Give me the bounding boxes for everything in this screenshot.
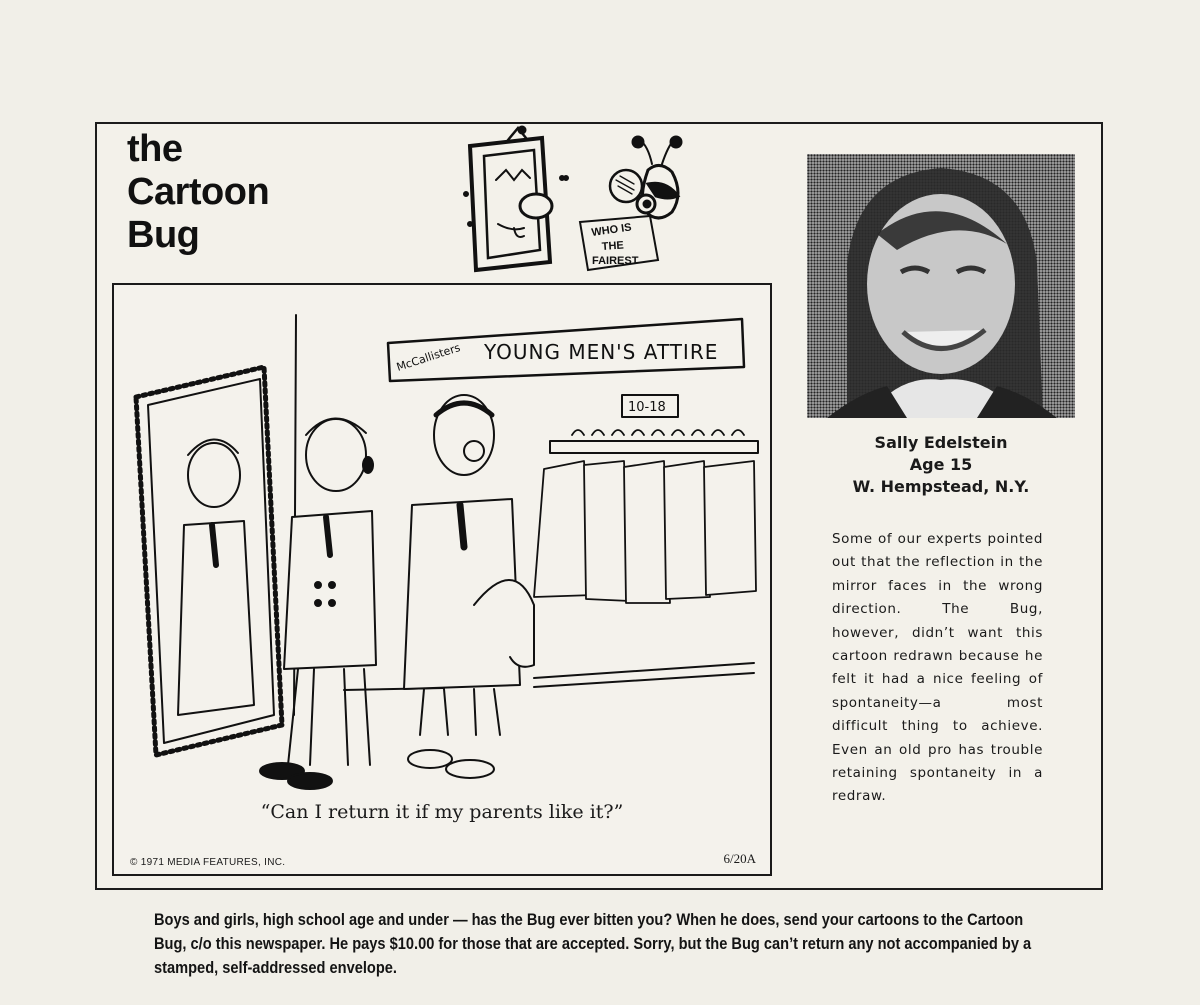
masthead-line-cartoon: Cartoon (127, 171, 270, 213)
cartoon-panel (112, 283, 772, 876)
editor-commentary: Some of our experts pointed out that the reflection in the mirror faces in the wrong direction. The Bug, however, didn’t want this cartoon redrawn because he felt it had a nice feeling of spontaneity—a most difficult thing to achieve. Even an old pro has trouble retaining spontaneity in a redraw. (832, 531, 1043, 805)
contributor-photo (807, 154, 1075, 418)
svg-text:McCallisters: McCallisters (394, 341, 462, 374)
copyright-notice: © 1971 MEDIA FEATURES, INC. (130, 857, 286, 868)
svg-text:YOUNG MEN'S ATTIRE: YOUNG MEN'S ATTIRE (484, 340, 719, 364)
contributor-name: Sally Edelstein (874, 433, 1008, 452)
cartoon-code: 6/20A (723, 851, 756, 866)
svg-text:10-18: 10-18 (628, 400, 666, 415)
masthead-title (127, 128, 269, 257)
contributor-age: Age 15 (909, 455, 973, 474)
svg-text:WHO IS: WHO IS (590, 221, 633, 239)
svg-text:THE: THE (601, 239, 625, 253)
submission-instructions: Boys and girls, high school age and under — has the Bug ever bitten you? When he does, send your cartoons to the Cartoon Bug, c/o this newspaper. He pays $10.00 for those that are accepted. Sorry, but the Bug can’t return any not accompanied by a stamped, self-addressed envelope. (154, 910, 1032, 977)
masthead-line-the: the (127, 128, 183, 170)
contributor-credit (807, 432, 1075, 498)
svg-text:FAIREST: FAIREST (592, 255, 639, 267)
bug-mascot-icon (462, 124, 702, 276)
cartoon-caption: “Can I return it if my parents like it?” (260, 801, 624, 823)
contributor-location: W. Hempstead, N.Y. (852, 477, 1030, 496)
masthead-line-bug: Bug (127, 214, 200, 256)
